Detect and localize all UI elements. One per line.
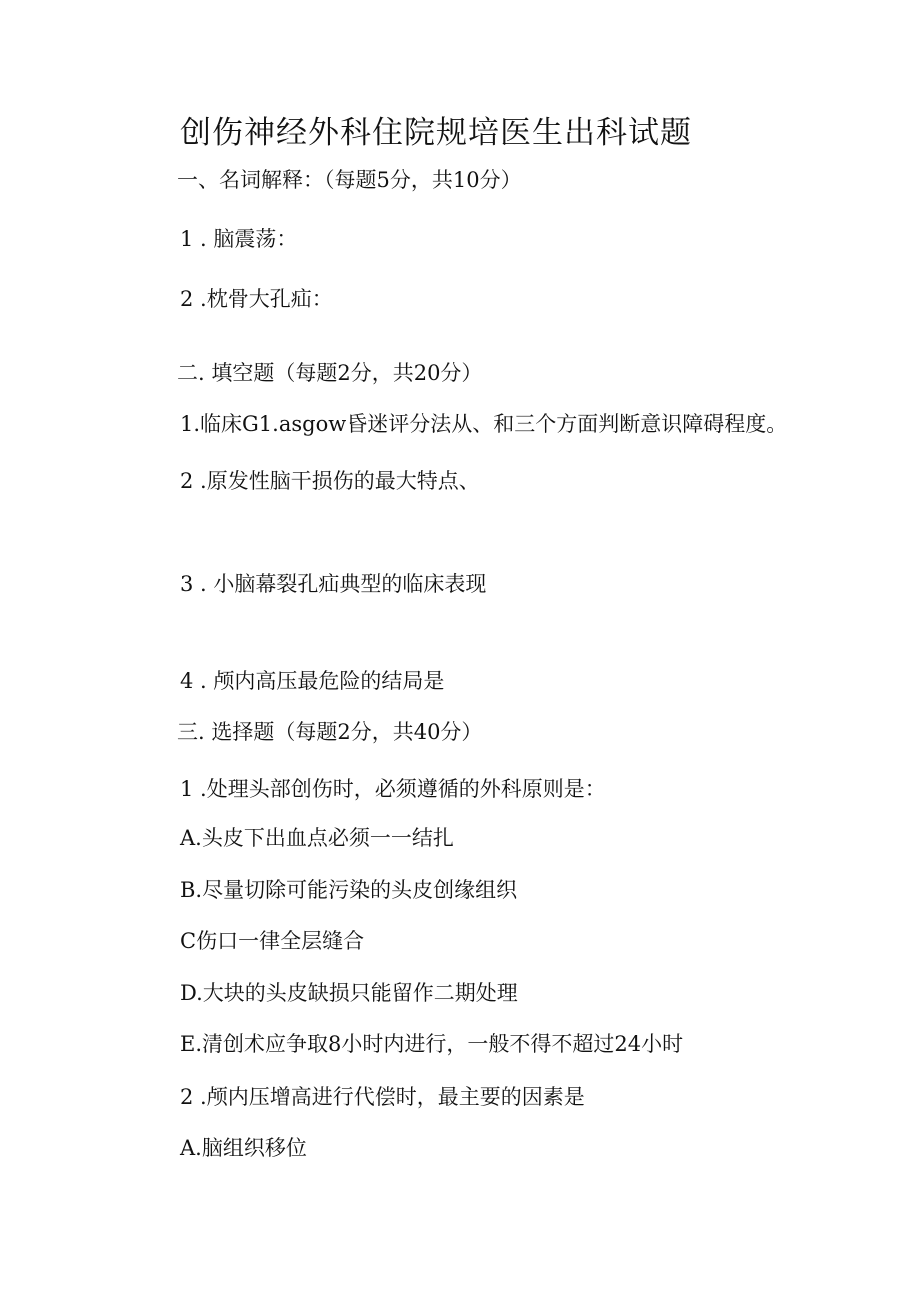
answer-option: D.大块的头皮缺损只能留作二期处理	[180, 981, 518, 1005]
answer-option: A.脑组织移位	[180, 1136, 307, 1160]
section-heading-fill-in: 二. 填空题（每题2分，共20分）	[177, 361, 483, 385]
question-text: 1 . 脑震荡：	[180, 227, 298, 251]
page-title: 创伤神经外科住院规培医生出科试题	[180, 115, 692, 151]
answer-option: E.清创术应争取8小时内进行，一般不得不超过24小时	[180, 1032, 684, 1056]
question-text: 4 . 颅内高压最危险的结局是	[180, 669, 445, 693]
section-heading-multiple-choice: 三. 选择题（每题2分，共40分）	[177, 720, 483, 744]
question-text: 3 . 小脑幕裂孔疝典型的临床表现	[180, 572, 487, 596]
question-text: 2 .颅内压增高进行代偿时，最主要的因素是	[180, 1085, 585, 1109]
question-text: 2 .枕骨大孔疝：	[180, 287, 333, 311]
answer-option: C伤口一律全层缝合	[180, 929, 365, 953]
answer-option: B.尽量切除可能污染的头皮创缘组织	[180, 878, 518, 902]
question-text: 2 .原发性脑干损伤的最大特点、	[180, 469, 480, 493]
question-text: 1 .处理头部创伤时，必须遵循的外科原则是：	[180, 777, 606, 801]
answer-option: A.头皮下出血点必须一一结扎	[180, 826, 454, 850]
section-heading-definitions: 一、名词解释：（每题5分，共10分）	[177, 168, 522, 192]
question-text: 1.临床G1.asgow昏迷评分法从、和三个方面判断意识障碍程度。	[180, 412, 788, 436]
